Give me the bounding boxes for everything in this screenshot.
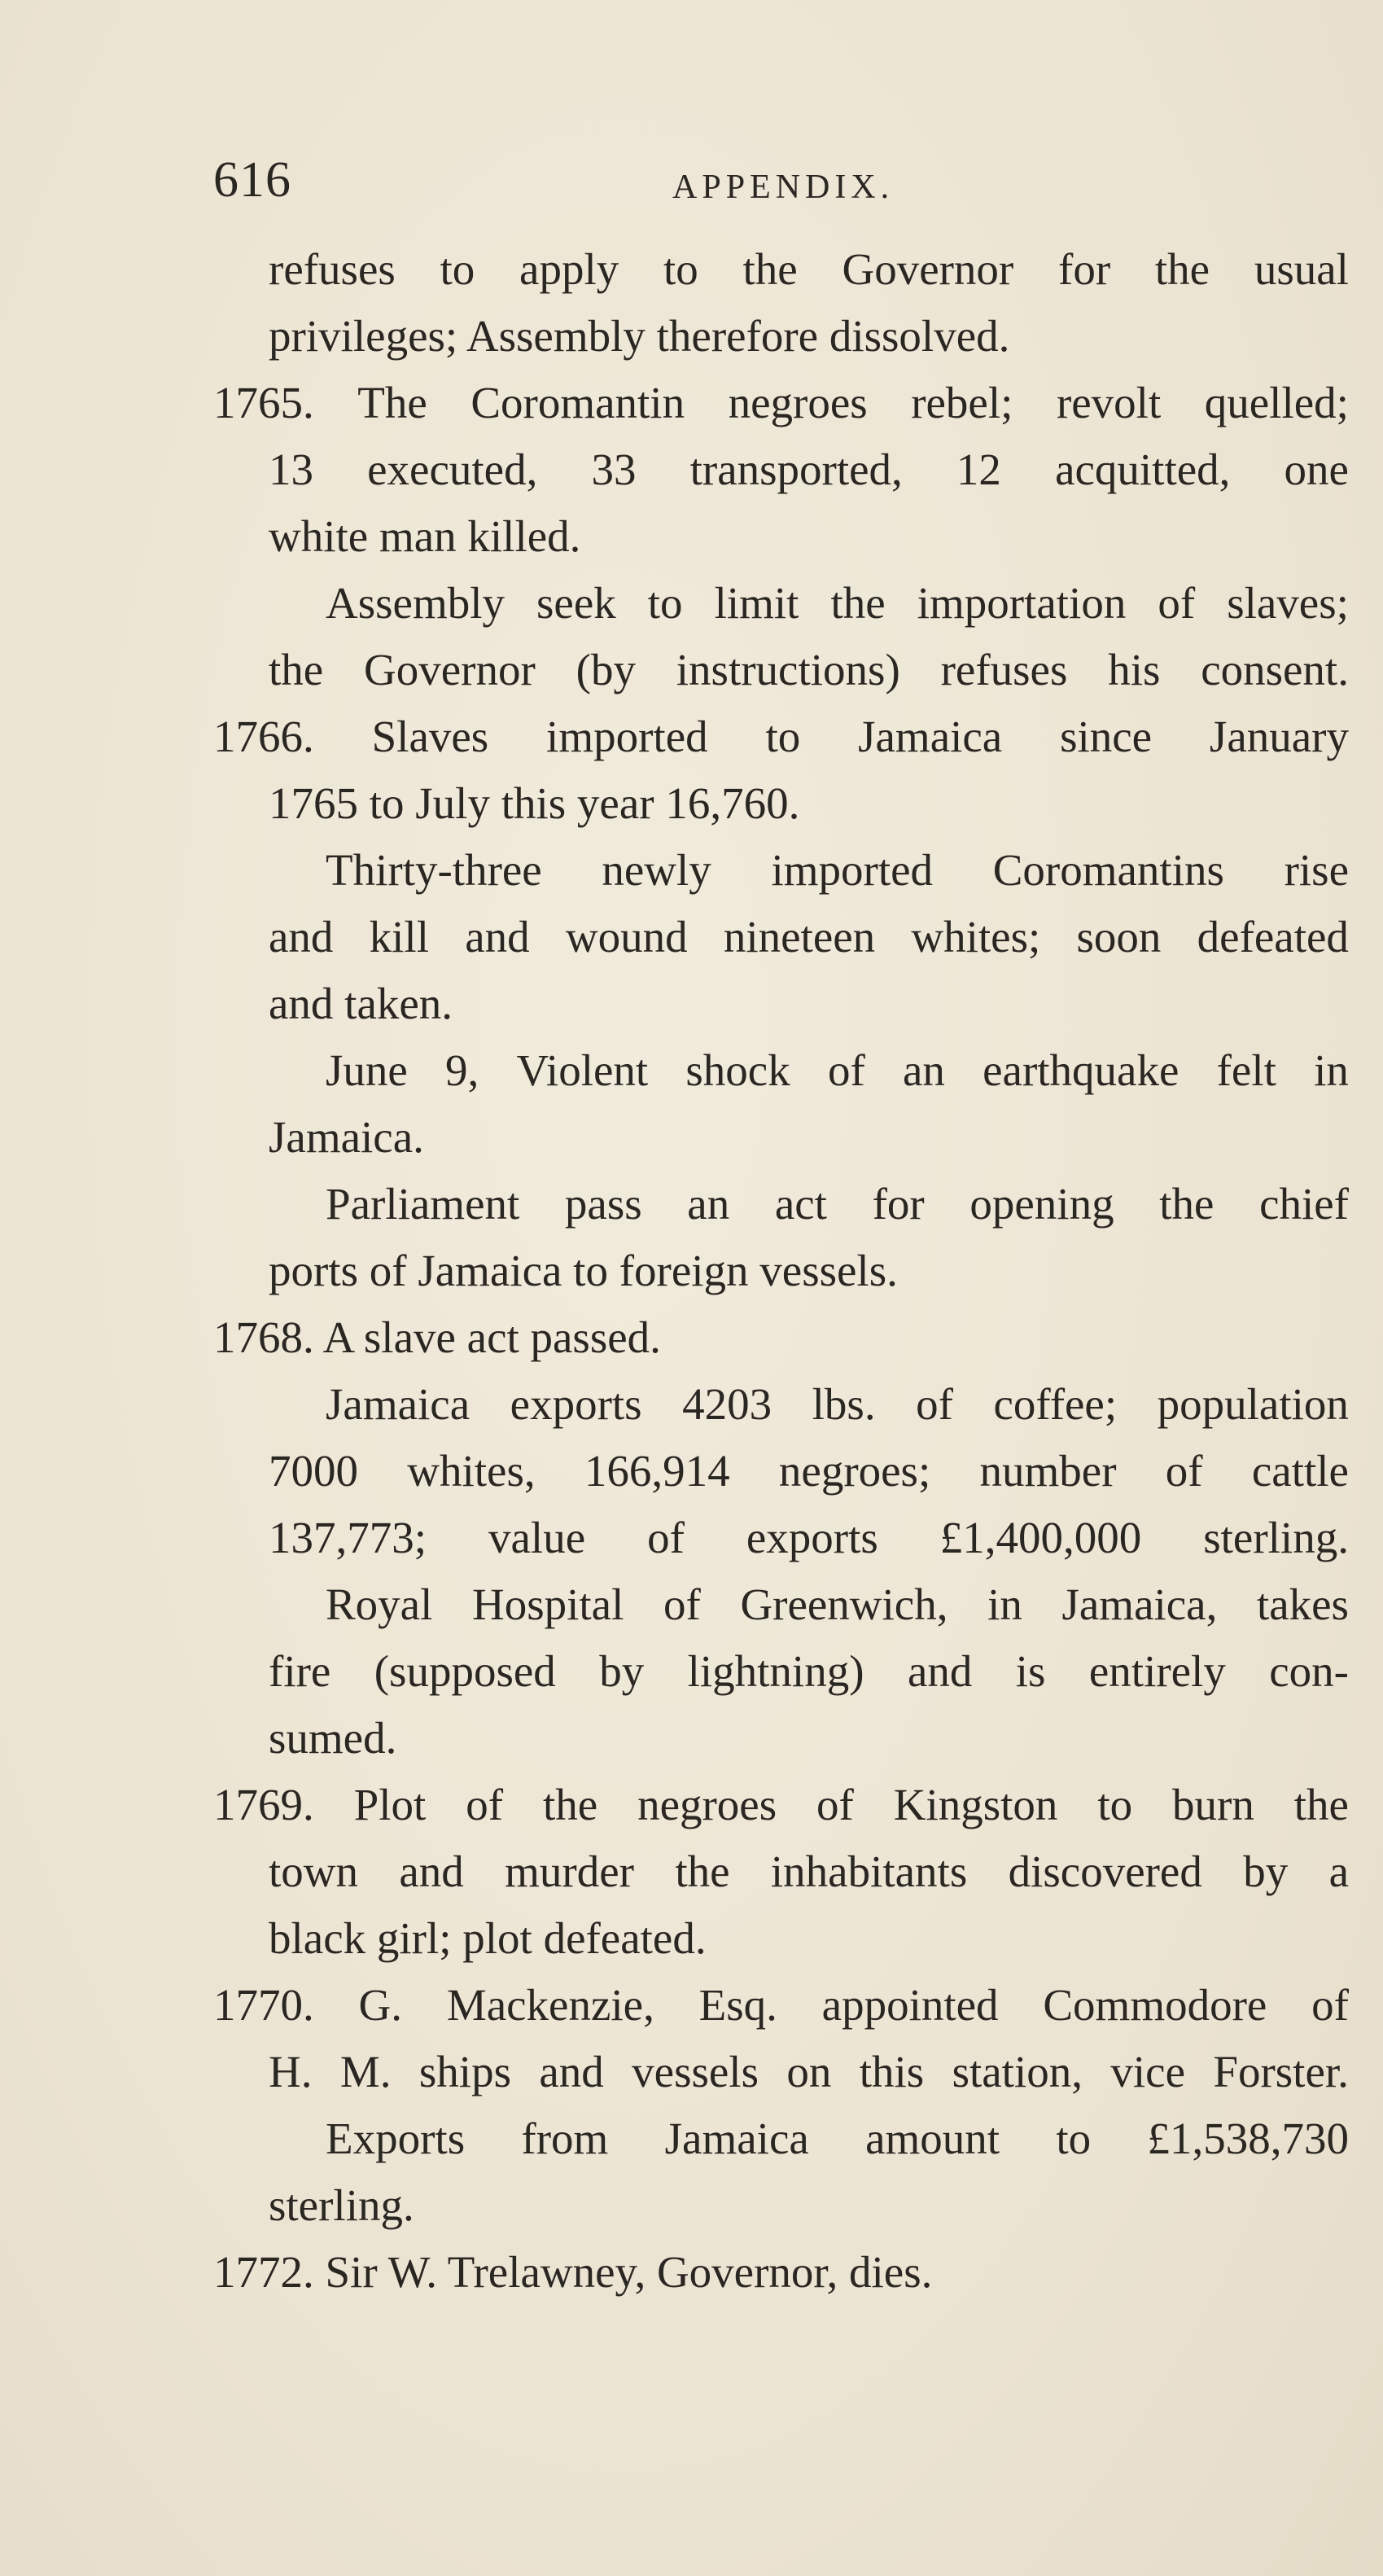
word: on <box>786 2047 832 2096</box>
word: cattle <box>1251 1446 1349 1496</box>
word: imported <box>546 712 708 761</box>
word: by <box>1243 1847 1289 1896</box>
word: 1766. <box>213 712 314 761</box>
text-line-justified <box>326 1037 1349 1104</box>
word: and <box>539 2047 604 2096</box>
word: rise <box>1284 845 1349 895</box>
word: defeated <box>1197 912 1349 962</box>
word: to <box>647 578 683 628</box>
word: in <box>987 1579 1022 1629</box>
word: rebel; <box>911 378 1013 427</box>
text-line-justified <box>269 904 1349 970</box>
word: to <box>440 244 475 294</box>
text-line <box>213 637 1349 703</box>
word: the <box>1154 244 1210 294</box>
word: pass <box>564 1179 642 1229</box>
text-line <box>213 1371 1349 1438</box>
text-line <box>213 1304 1349 1371</box>
word: 12 <box>956 445 1001 494</box>
word: value <box>488 1513 586 1562</box>
word: of <box>1311 1980 1349 2030</box>
text-line <box>213 1171 1349 1238</box>
word: felt <box>1216 1045 1276 1095</box>
word: Governor <box>842 244 1014 294</box>
text-line <box>213 236 1349 303</box>
word: coffee; <box>993 1379 1118 1429</box>
word: to <box>663 244 698 294</box>
text-line <box>213 436 1349 503</box>
word: refuses <box>269 244 396 294</box>
word: of <box>1158 578 1196 628</box>
word: population <box>1157 1379 1349 1429</box>
word: lbs. <box>812 1379 876 1429</box>
word: 4203 <box>682 1379 772 1429</box>
word: inhabitants <box>770 1847 968 1896</box>
word: vice <box>1110 2047 1185 2096</box>
word: Plot <box>353 1780 427 1829</box>
text-line <box>213 1905 1349 1972</box>
word: entirely <box>1088 1646 1226 1696</box>
word: to <box>1097 1780 1133 1829</box>
text-line <box>213 1705 1349 1772</box>
text-line-content: 1772. Sir W. Trelawney, Governor, dies. <box>213 2247 933 2297</box>
word: the <box>542 1780 598 1829</box>
word: Coromantin <box>470 378 685 427</box>
text-line-justified <box>269 1638 1349 1705</box>
text-line <box>213 503 1349 570</box>
word: Royal <box>326 1579 433 1629</box>
word: amount <box>865 2114 1000 2163</box>
word: sterling. <box>1203 1513 1349 1562</box>
word: discovered <box>1008 1847 1202 1896</box>
text-line-justified <box>269 1838 1349 1905</box>
word: earthquake <box>983 1045 1179 1095</box>
word: G. <box>358 1980 403 2030</box>
text-line <box>213 1037 1349 1104</box>
word: from <box>521 2114 609 2163</box>
word: Jamaica, <box>1061 1579 1218 1629</box>
word: in <box>1314 1045 1349 1095</box>
word: and <box>465 912 530 962</box>
word: takes <box>1256 1579 1349 1629</box>
text-line <box>213 570 1349 637</box>
word: the <box>269 645 324 694</box>
word: Jamaica <box>858 712 1003 761</box>
word: importation <box>917 578 1127 628</box>
word: for <box>872 1179 925 1229</box>
word: of <box>916 1379 953 1429</box>
word: newly <box>602 845 711 895</box>
word: opening <box>969 1179 1114 1229</box>
text-line <box>213 2172 1349 2239</box>
word: act <box>774 1179 827 1229</box>
word: and <box>399 1847 464 1896</box>
word: Jamaica <box>664 2114 809 2163</box>
word: Exports <box>326 2114 466 2163</box>
word: Thirty-three <box>326 845 542 895</box>
word: appointed <box>821 1980 999 2030</box>
word: (supposed <box>374 1646 556 1696</box>
word: murder <box>505 1847 634 1896</box>
text-line-justified <box>326 837 1349 904</box>
text-line-content: white man killed. <box>269 511 581 561</box>
text-line <box>213 1638 1349 1705</box>
word: for <box>1058 244 1111 294</box>
text-line-justified <box>269 236 1349 303</box>
text-line-justified <box>269 2039 1349 2105</box>
text-line <box>213 1238 1349 1304</box>
word: one <box>1284 445 1349 494</box>
text-line <box>213 2105 1349 2172</box>
text-line-justified <box>269 1505 1349 1571</box>
text-line <box>213 1972 1349 2039</box>
word: wound <box>565 912 688 962</box>
word: of <box>466 1780 504 1829</box>
word: transported, <box>689 445 903 494</box>
word: Assembly <box>326 578 505 628</box>
word: Forster. <box>1213 2047 1349 2096</box>
word: the <box>830 578 886 628</box>
word: and <box>907 1646 973 1696</box>
word: exports <box>746 1513 878 1562</box>
text-line-justified <box>326 570 1349 637</box>
word: of <box>647 1513 685 1562</box>
word: Coromantins <box>992 845 1224 895</box>
word: Greenwich, <box>740 1579 948 1629</box>
text-line-justified <box>269 436 1349 503</box>
text-line-content: 1765 to July this year 16,760. <box>269 778 800 828</box>
text-line-justified <box>326 1371 1349 1438</box>
word: imported <box>771 845 934 895</box>
word: refuses <box>940 645 1068 694</box>
word: instructions) <box>676 645 900 694</box>
text-line-content: sumed. <box>269 1713 397 1763</box>
word: ships <box>418 2047 511 2096</box>
word: shock <box>685 1045 790 1095</box>
text-line <box>213 1838 1349 1905</box>
text-line <box>213 2239 1349 2306</box>
word: vessels <box>632 2047 759 2096</box>
text-line <box>213 904 1349 970</box>
text-line-justified <box>213 1972 1349 2039</box>
word: 7000 <box>269 1446 358 1496</box>
word: soon <box>1076 912 1162 962</box>
text-line <box>213 1104 1349 1171</box>
word: £1,538,730 <box>1147 2114 1349 2163</box>
word: revolt <box>1056 378 1162 427</box>
word: executed, <box>367 445 538 494</box>
text-line <box>213 1772 1349 1838</box>
word: the <box>1293 1780 1349 1829</box>
text-line <box>213 837 1349 904</box>
page-header <box>213 151 1353 217</box>
word: M. <box>339 2047 392 2096</box>
word: H. <box>269 2047 313 2096</box>
word: of <box>1165 1446 1203 1496</box>
word: (by <box>576 645 636 694</box>
word: exports <box>510 1379 642 1429</box>
word: fire <box>269 1646 331 1696</box>
word: Violent <box>516 1045 649 1095</box>
word: 13 <box>269 445 313 494</box>
word: 1770. <box>213 1980 314 2030</box>
word: 1769. <box>213 1780 314 1829</box>
text-line <box>213 703 1349 770</box>
word: chief <box>1259 1179 1349 1229</box>
text-line-justified <box>326 2105 1349 2172</box>
word: of <box>827 1045 865 1095</box>
text-line <box>213 303 1349 370</box>
word: kill <box>369 912 429 962</box>
text-line <box>213 2039 1349 2105</box>
running-head: APPENDIX. <box>672 169 895 206</box>
word: his <box>1108 645 1161 694</box>
text-line-justified <box>326 1571 1349 1638</box>
word: the <box>1159 1179 1215 1229</box>
word: since <box>1060 712 1153 761</box>
text-line <box>213 370 1349 436</box>
text-line <box>213 770 1349 837</box>
text-line <box>213 1438 1349 1505</box>
word: 1765. <box>213 378 314 427</box>
word: slaves; <box>1227 578 1349 628</box>
word: seek <box>536 578 616 628</box>
word: burn <box>1172 1780 1254 1829</box>
text-line <box>213 1505 1349 1571</box>
word: of <box>663 1579 701 1629</box>
word: 137,773; <box>269 1513 427 1562</box>
word: quelled; <box>1204 378 1349 427</box>
text-line-content: Jamaica. <box>269 1112 424 1162</box>
page-body-text <box>213 236 1349 2306</box>
word: 166,914 <box>584 1446 730 1496</box>
word: usual <box>1254 244 1349 294</box>
word: whites; <box>911 912 1041 962</box>
word: Jamaica <box>326 1379 470 1429</box>
page-number: 616 <box>213 152 291 208</box>
word: by <box>599 1646 645 1696</box>
word: 9, <box>445 1045 479 1095</box>
word: £1,400,000 <box>939 1513 1142 1562</box>
word: January <box>1209 712 1349 761</box>
word: negroes <box>637 1780 777 1829</box>
word: Parliament <box>326 1179 520 1229</box>
text-line <box>213 1571 1349 1638</box>
text-line-justified <box>269 1438 1349 1505</box>
text-line-content: privileges; Assembly therefore dissolved. <box>269 311 1010 361</box>
word: Esq. <box>698 1980 777 2030</box>
word: Commodore <box>1043 1980 1267 2030</box>
word: Kingston <box>893 1780 1058 1829</box>
word: June <box>326 1045 408 1095</box>
text-line <box>213 970 1349 1037</box>
text-line-content: sterling. <box>269 2180 414 2230</box>
text-line-content: and taken. <box>269 979 453 1028</box>
word: an <box>903 1045 945 1095</box>
word: Slaves <box>371 712 489 761</box>
word: an <box>687 1179 730 1229</box>
word: The <box>357 378 427 427</box>
word: negroes <box>728 378 868 427</box>
text-line-content: black girl; plot defeated. <box>269 1913 707 1963</box>
word: number <box>979 1446 1117 1496</box>
text-line-justified <box>326 1171 1349 1238</box>
word: Governor <box>364 645 536 694</box>
word: town <box>269 1847 358 1896</box>
word: whites, <box>407 1446 536 1496</box>
text-line-content: 1768. A slave act passed. <box>213 1312 661 1362</box>
word: of <box>816 1780 854 1829</box>
word: limit <box>714 578 799 628</box>
word: Mackenzie, <box>446 1980 654 2030</box>
word: is <box>1015 1646 1046 1696</box>
word: consent. <box>1201 645 1349 694</box>
text-line-justified <box>213 1772 1349 1838</box>
text-line-content: ports of Jamaica to foreign vessels. <box>269 1246 898 1295</box>
word: lightning) <box>687 1646 864 1696</box>
word: and <box>269 912 334 962</box>
word: Hospital <box>472 1579 624 1629</box>
word: to <box>1056 2114 1092 2163</box>
word: 33 <box>591 445 637 494</box>
word: a <box>1328 1847 1349 1896</box>
word: the <box>675 1847 730 1896</box>
word: to <box>765 712 801 761</box>
text-line-justified <box>269 637 1349 703</box>
text-line-justified <box>213 703 1349 770</box>
text-line-justified <box>213 370 1349 436</box>
word: acquitted, <box>1055 445 1231 494</box>
word: station, <box>952 2047 1083 2096</box>
word: negroes; <box>778 1446 931 1496</box>
word: nineteen <box>723 912 876 962</box>
word: con- <box>1269 1646 1349 1696</box>
word: this <box>859 2047 925 2096</box>
word: the <box>742 244 798 294</box>
word: apply <box>519 244 619 294</box>
